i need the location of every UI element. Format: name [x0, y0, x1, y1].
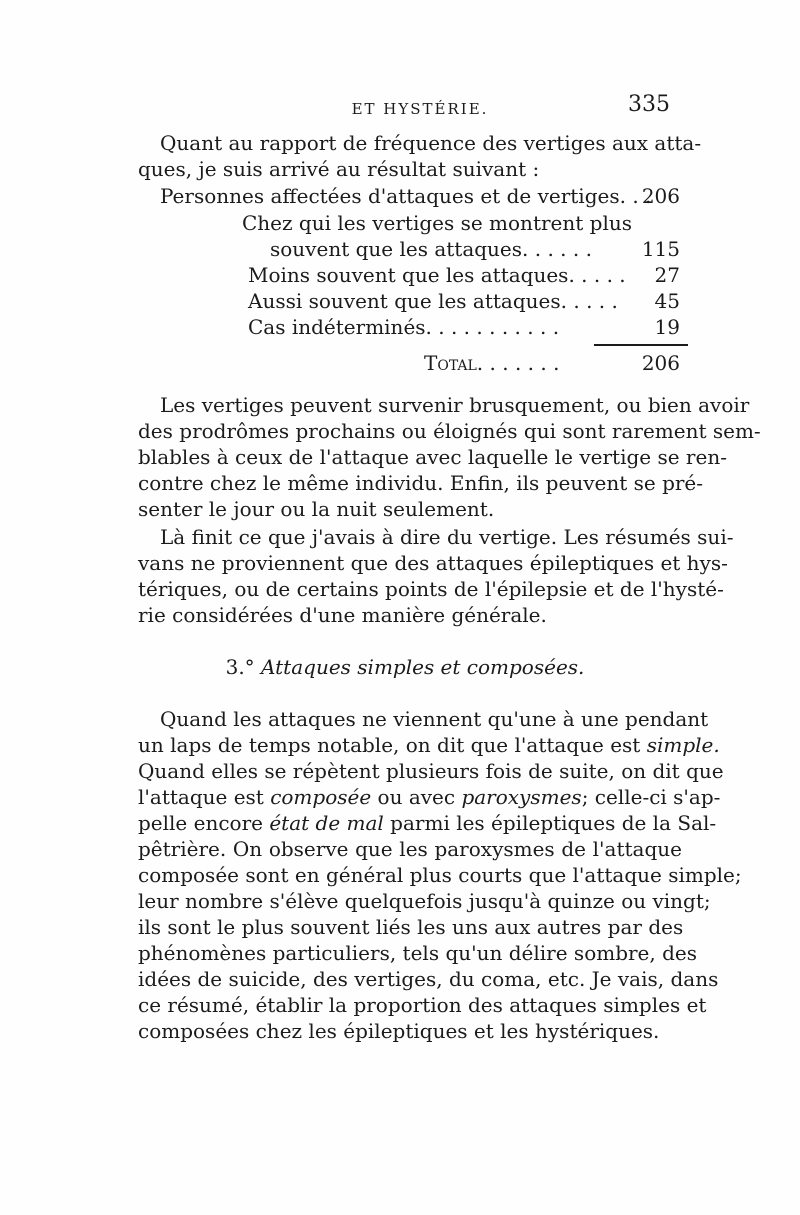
- paragraph-3-line: Quand les attaques ne viennent qu'une à une pendant: [160, 707, 709, 731]
- paragraph-3-emphasis: composée: [270, 785, 372, 809]
- table-row-label: Aussi souvent que les attaques. . . . .: [248, 289, 618, 313]
- table-row-value: 19: [654, 315, 680, 339]
- paragraph-2-line: Là finit ce que j'avais à dire du vertige. Les résumés sui-: [160, 525, 734, 549]
- paragraph-3-text: parmi les épileptiques de la Sal-: [383, 811, 717, 835]
- paragraph-3-line: pêtrière. On observe que les paroxysmes de l'attaque: [138, 837, 682, 861]
- paragraph-2-line: vans ne proviennent que des attaques épileptiques et hys-: [138, 551, 728, 575]
- paragraph-3-text: l'attaque est: [138, 785, 271, 809]
- paragraph-1-line: blables à ceux de l'attaque avec laquelle le vertige se ren-: [138, 445, 727, 469]
- paragraph-3-text: pelle encore: [138, 811, 270, 835]
- section-title: Attaques simples et composées.: [261, 655, 585, 679]
- paragraph-2-line: tériques, ou de certains points de l'épilepsie et de l'hysté-: [138, 577, 724, 601]
- intro-line-1: Quant au rapport de fréquence des vertiges aux atta-: [160, 131, 702, 155]
- table-row-label: Chez qui les vertiges se montrent plus: [242, 211, 632, 235]
- paragraph-3-emphasis: simple.: [646, 733, 720, 757]
- paragraph-3-emphasis: état de mal: [269, 811, 384, 835]
- paragraph-1-line: Les vertiges peuvent survenir brusquement, ou bien avoir: [160, 393, 750, 417]
- table-row-value: 115: [641, 237, 680, 261]
- paragraph-1-line: senter le jour ou la nuit seulement.: [138, 497, 495, 521]
- table-row-value: 206: [641, 184, 680, 208]
- paragraph-3-line: [138, 810, 717, 836]
- paragraph-3-emphasis: paroxysmes: [461, 785, 582, 809]
- total-rule: [594, 344, 688, 346]
- table-row-value: 27: [654, 263, 680, 287]
- paragraph-3-text: ; celle-ci s'ap-: [581, 785, 721, 809]
- paragraph-3-line: composées chez les épileptiques et les hystériques.: [138, 1019, 660, 1043]
- paragraph-1-line: contre chez le même individu. Enfin, ils peuvent se pré-: [138, 471, 704, 495]
- running-header: ET HYSTÉRIE.: [351, 100, 489, 118]
- paragraph-3-line: Quand elles se répètent plusieurs fois de suite, on dit que: [138, 759, 724, 783]
- intro-line-2: ques, je suis arrivé au résultat suivant :: [138, 157, 540, 181]
- paragraph-3-line: [138, 732, 720, 758]
- paragraph-3-line: ce résumé, établir la proportion des attaques simples et: [138, 993, 707, 1017]
- page-number: 335: [628, 92, 670, 117]
- paragraph-3-line: ils sont le plus souvent liés les uns aux autres par des: [138, 915, 684, 939]
- paragraph-3-line: phénomènes particuliers, tels qu'un délire sombre, des: [138, 941, 698, 965]
- table-row-label: souvent que les attaques. . . . . .: [270, 237, 592, 261]
- paragraph-2-line: rie considérées d'une manière générale.: [138, 603, 547, 627]
- table-total-label: Total. . . . . . .: [424, 351, 560, 375]
- paragraph-3-text: un laps de temps notable, on dit que l'attaque est: [138, 733, 647, 757]
- paragraph-3-text: ou avec: [371, 785, 462, 809]
- table-row-label: Moins souvent que les attaques. . . . .: [248, 263, 626, 287]
- table-row-label: Cas indéterminés. . . . . . . . . . .: [248, 315, 560, 339]
- table-row-value: 45: [654, 289, 680, 313]
- paragraph-3-line: idées de suicide, des vertiges, du coma, etc. Je vais, dans: [138, 967, 719, 991]
- paragraph-3-line: leur nombre s'élève quelquefois jusqu'à quinze ou vingt;: [138, 889, 711, 913]
- section-number: 3.°: [225, 655, 255, 679]
- paragraph-1-line: des prodrômes prochains ou éloignés qui sont rarement sem-: [138, 419, 761, 443]
- section-heading: [140, 654, 670, 680]
- paragraph-3-line: [138, 784, 721, 810]
- paragraph-3-line: composée sont en général plus courts que l'attaque simple;: [138, 863, 742, 887]
- table-total-value: 206: [641, 351, 680, 375]
- table-row-label: Personnes affectées d'attaques et de vertiges. . .: [160, 184, 652, 208]
